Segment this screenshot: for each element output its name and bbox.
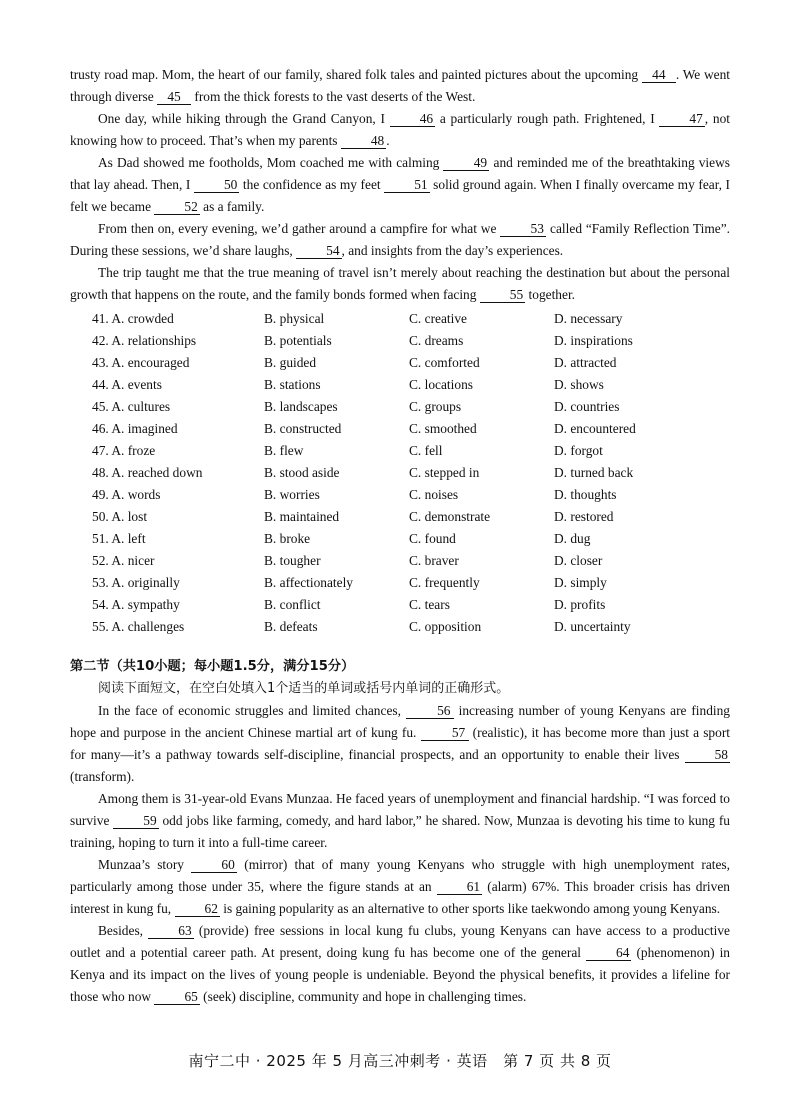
- option-row: [92, 594, 712, 616]
- blank-65[interactable]: 65: [154, 989, 199, 1005]
- option-c[interactable]: C. braver: [409, 553, 459, 568]
- option-c[interactable]: C. tears: [409, 597, 450, 612]
- option-d[interactable]: D. restored: [554, 509, 614, 524]
- cloze-passage: [70, 64, 730, 306]
- option-c[interactable]: C. smoothed: [409, 421, 477, 436]
- option-a[interactable]: 51. A. left: [92, 531, 146, 546]
- option-d[interactable]: D. simply: [554, 575, 607, 590]
- blank-55[interactable]: 55: [480, 287, 525, 303]
- option-b[interactable]: B. potentials: [264, 333, 332, 348]
- grammar-paragraph-4: Besides, 63 (provide) free sessions in local kung fu clubs, young Kenyans can have access to a productive outlet and a potential career path. At present, doing kung fu has become one of the general 64 (phenomenon) in Kenya and its impact on the lives of young people is undeniable. Beyond the physical benefits, it provides a lifeline for those who now 65 (seek) discipline, community and hope in challenging times.: [70, 923, 730, 1004]
- option-d[interactable]: D. profits: [554, 597, 606, 612]
- option-row: [92, 330, 712, 352]
- option-d[interactable]: D. shows: [554, 377, 604, 392]
- option-c[interactable]: C. groups: [409, 399, 462, 414]
- option-b[interactable]: B. conflict: [264, 597, 321, 612]
- option-a[interactable]: 53. A. originally: [92, 575, 180, 590]
- option-d[interactable]: D. necessary: [554, 311, 623, 326]
- cloze-paragraph-4: From then on, every evening, we’d gather around a campfire for what we 53 called “Family Reflection Time”. During these sessions, we’d share laughs, 54 , and insights from the day’s experiences.: [70, 221, 730, 258]
- option-a[interactable]: 42. A. relationships: [92, 333, 197, 348]
- option-row: [92, 572, 712, 594]
- grammar-paragraph-3: Munzaa’s story 60 (mirror) that of many young Kenyans who struggle with high unemployment rates, particularly among those under 35, where the figure stands at an 61 (alarm) 67%. This broader crisis has driven interest in kung fu, 62 is gaining popularity as an alternative to other sports like taekwondo among young Kenyans.: [70, 857, 730, 916]
- option-c[interactable]: C. opposition: [409, 619, 482, 634]
- option-row: [92, 462, 712, 484]
- option-c[interactable]: C. demonstrate: [409, 509, 491, 524]
- grammar-paragraph-2: Among them is 31-year-old Evans Munzaa. He faced years of unemployment and financial hardship. “I was forced to survive 59 odd jobs like farming, comedy, and hard labor,” he shared. Now, Munzaa is devoting his time to kung fu training, hoping to turn it into a full-time career.: [70, 791, 730, 850]
- option-d[interactable]: D. uncertainty: [554, 619, 631, 634]
- option-c[interactable]: C. fell: [409, 443, 443, 458]
- option-d[interactable]: D. forgot: [554, 443, 603, 458]
- cloze-paragraph-2: One day, while hiking through the Grand Canyon, I 46 a particularly rough path. Frightened, I 47 , not knowing how to proceed. That’s when my parents 48 .: [70, 111, 730, 148]
- blank-48[interactable]: 48: [341, 133, 386, 149]
- option-c[interactable]: C. noises: [409, 487, 459, 502]
- option-c[interactable]: C. dreams: [409, 333, 464, 348]
- blank-59[interactable]: 59: [113, 813, 158, 829]
- option-a[interactable]: 46. A. imagined: [92, 421, 178, 436]
- option-b[interactable]: B. flew: [264, 443, 304, 458]
- option-row: [92, 308, 712, 330]
- option-b[interactable]: B. guided: [264, 355, 317, 370]
- option-row: [92, 528, 712, 550]
- blank-50[interactable]: 50: [194, 177, 239, 193]
- cloze-paragraph-1: trusty road map. Mom, the heart of our family, shared folk tales and painted pictures about the upcoming 44 . We went through diverse 45 from the thick forests to the vast deserts of the West.: [70, 67, 731, 104]
- option-b[interactable]: B. tougher: [264, 553, 321, 568]
- cloze-paragraph-3: As Dad showed me footholds, Mom coached me with calming 49 and reminded me of the breathtaking views that lay ahead. Then, I 50 the confidence as my feet 51 solid ground again. When I finally overcame my fear, I felt we became 52 as a family.: [70, 155, 731, 214]
- option-b[interactable]: B. landscapes: [264, 399, 338, 414]
- option-b[interactable]: B. stood aside: [264, 465, 340, 480]
- blank-51[interactable]: 51: [384, 177, 429, 193]
- option-row: [92, 484, 712, 506]
- option-row: [92, 616, 712, 638]
- blank-44[interactable]: 44: [642, 67, 676, 83]
- option-d[interactable]: D. turned back: [554, 465, 634, 480]
- blank-63[interactable]: 63: [148, 923, 193, 939]
- grammar-passage: [70, 700, 730, 1008]
- option-c[interactable]: C. stepped in: [409, 465, 480, 480]
- answer-options-table: [92, 308, 712, 638]
- option-a[interactable]: 55. A. challenges: [92, 619, 185, 634]
- blank-45[interactable]: 45: [157, 89, 191, 105]
- option-a[interactable]: 44. A. events: [92, 377, 162, 392]
- page-footer: 南宁二中 · 2025 年 5 月高三冲刺考 · 英语 第 7 页 共 8 页: [188, 1052, 612, 1070]
- option-a[interactable]: 47. A. froze: [92, 443, 156, 458]
- option-c[interactable]: C. frequently: [409, 575, 480, 590]
- option-a[interactable]: 54. A. sympathy: [92, 597, 180, 612]
- option-d[interactable]: D. encountered: [554, 421, 636, 436]
- section-2-title: 第二节（共10小题；每小题1.5分，满分15分）: [70, 659, 355, 674]
- blank-64[interactable]: 64: [586, 945, 631, 961]
- option-a[interactable]: 41. A. crowded: [92, 311, 174, 326]
- option-d[interactable]: D. attracted: [554, 355, 617, 370]
- option-row: [92, 418, 712, 440]
- option-a[interactable]: 50. A. lost: [92, 509, 148, 524]
- blank-49[interactable]: 49: [443, 155, 489, 171]
- option-row: [92, 352, 712, 374]
- blank-61[interactable]: 61: [437, 879, 482, 895]
- option-row: [92, 440, 712, 462]
- blank-58[interactable]: 58: [685, 747, 730, 763]
- option-a[interactable]: 52. A. nicer: [92, 553, 155, 568]
- blank-54[interactable]: 54: [296, 243, 341, 259]
- grammar-paragraph-1: In the face of economic struggles and limited chances, 56 increasing number of young Kenyans are finding hope and purpose in the ancient Chinese martial art of kung fu. 57 (realistic), it has become more than just a sport for many—it’s a pathway towards self-discipline, financial prospects, and an opportunity to enable their lives 58 (transform).: [70, 703, 730, 784]
- option-c[interactable]: C. comforted: [409, 355, 480, 370]
- option-a[interactable]: 43. A. encouraged: [92, 355, 190, 370]
- blank-57[interactable]: 57: [421, 725, 469, 741]
- cloze-paragraph-5: The trip taught me that the true meaning of travel isn’t merely about reaching the destination but about the personal growth that happens on the route, and the family bonds formed when facing 55 together.: [70, 265, 730, 302]
- option-d[interactable]: D. closer: [554, 553, 603, 568]
- blank-62[interactable]: 62: [175, 901, 220, 917]
- option-d[interactable]: D. thoughts: [554, 487, 617, 502]
- option-b[interactable]: B. broke: [264, 531, 311, 546]
- option-c[interactable]: C. locations: [409, 377, 473, 392]
- option-d[interactable]: D. inspirations: [554, 333, 633, 348]
- section-2-instruction: 阅读下面短文，在空白处填入1个适当的单词或括号内单词的正确形式。: [98, 681, 510, 696]
- blank-47[interactable]: 47: [659, 111, 704, 127]
- option-d[interactable]: D. countries: [554, 399, 620, 414]
- option-row: [92, 506, 712, 528]
- option-d[interactable]: D. dug: [554, 531, 591, 546]
- option-c[interactable]: C. creative: [409, 311, 467, 326]
- option-b[interactable]: B. constructed: [264, 421, 342, 436]
- blank-46[interactable]: 46: [390, 111, 435, 127]
- option-row: [92, 374, 712, 396]
- option-b[interactable]: B. stations: [264, 377, 321, 392]
- option-b[interactable]: B. maintained: [264, 509, 340, 524]
- blank-56[interactable]: 56: [406, 703, 454, 719]
- option-a[interactable]: 45. A. cultures: [92, 399, 171, 414]
- blank-60[interactable]: 60: [191, 857, 237, 873]
- option-b[interactable]: B. physical: [264, 311, 325, 326]
- option-c[interactable]: C. found: [409, 531, 456, 546]
- option-b[interactable]: B. worries: [264, 487, 320, 502]
- option-b[interactable]: B. defeats: [264, 619, 318, 634]
- option-row: [92, 396, 712, 418]
- option-a[interactable]: 49. A. words: [92, 487, 161, 502]
- option-a[interactable]: 48. A. reached down: [92, 465, 203, 480]
- option-row: [92, 550, 712, 572]
- option-b[interactable]: B. affectionately: [264, 575, 353, 590]
- blank-53[interactable]: 53: [500, 221, 546, 237]
- blank-52[interactable]: 52: [154, 199, 199, 215]
